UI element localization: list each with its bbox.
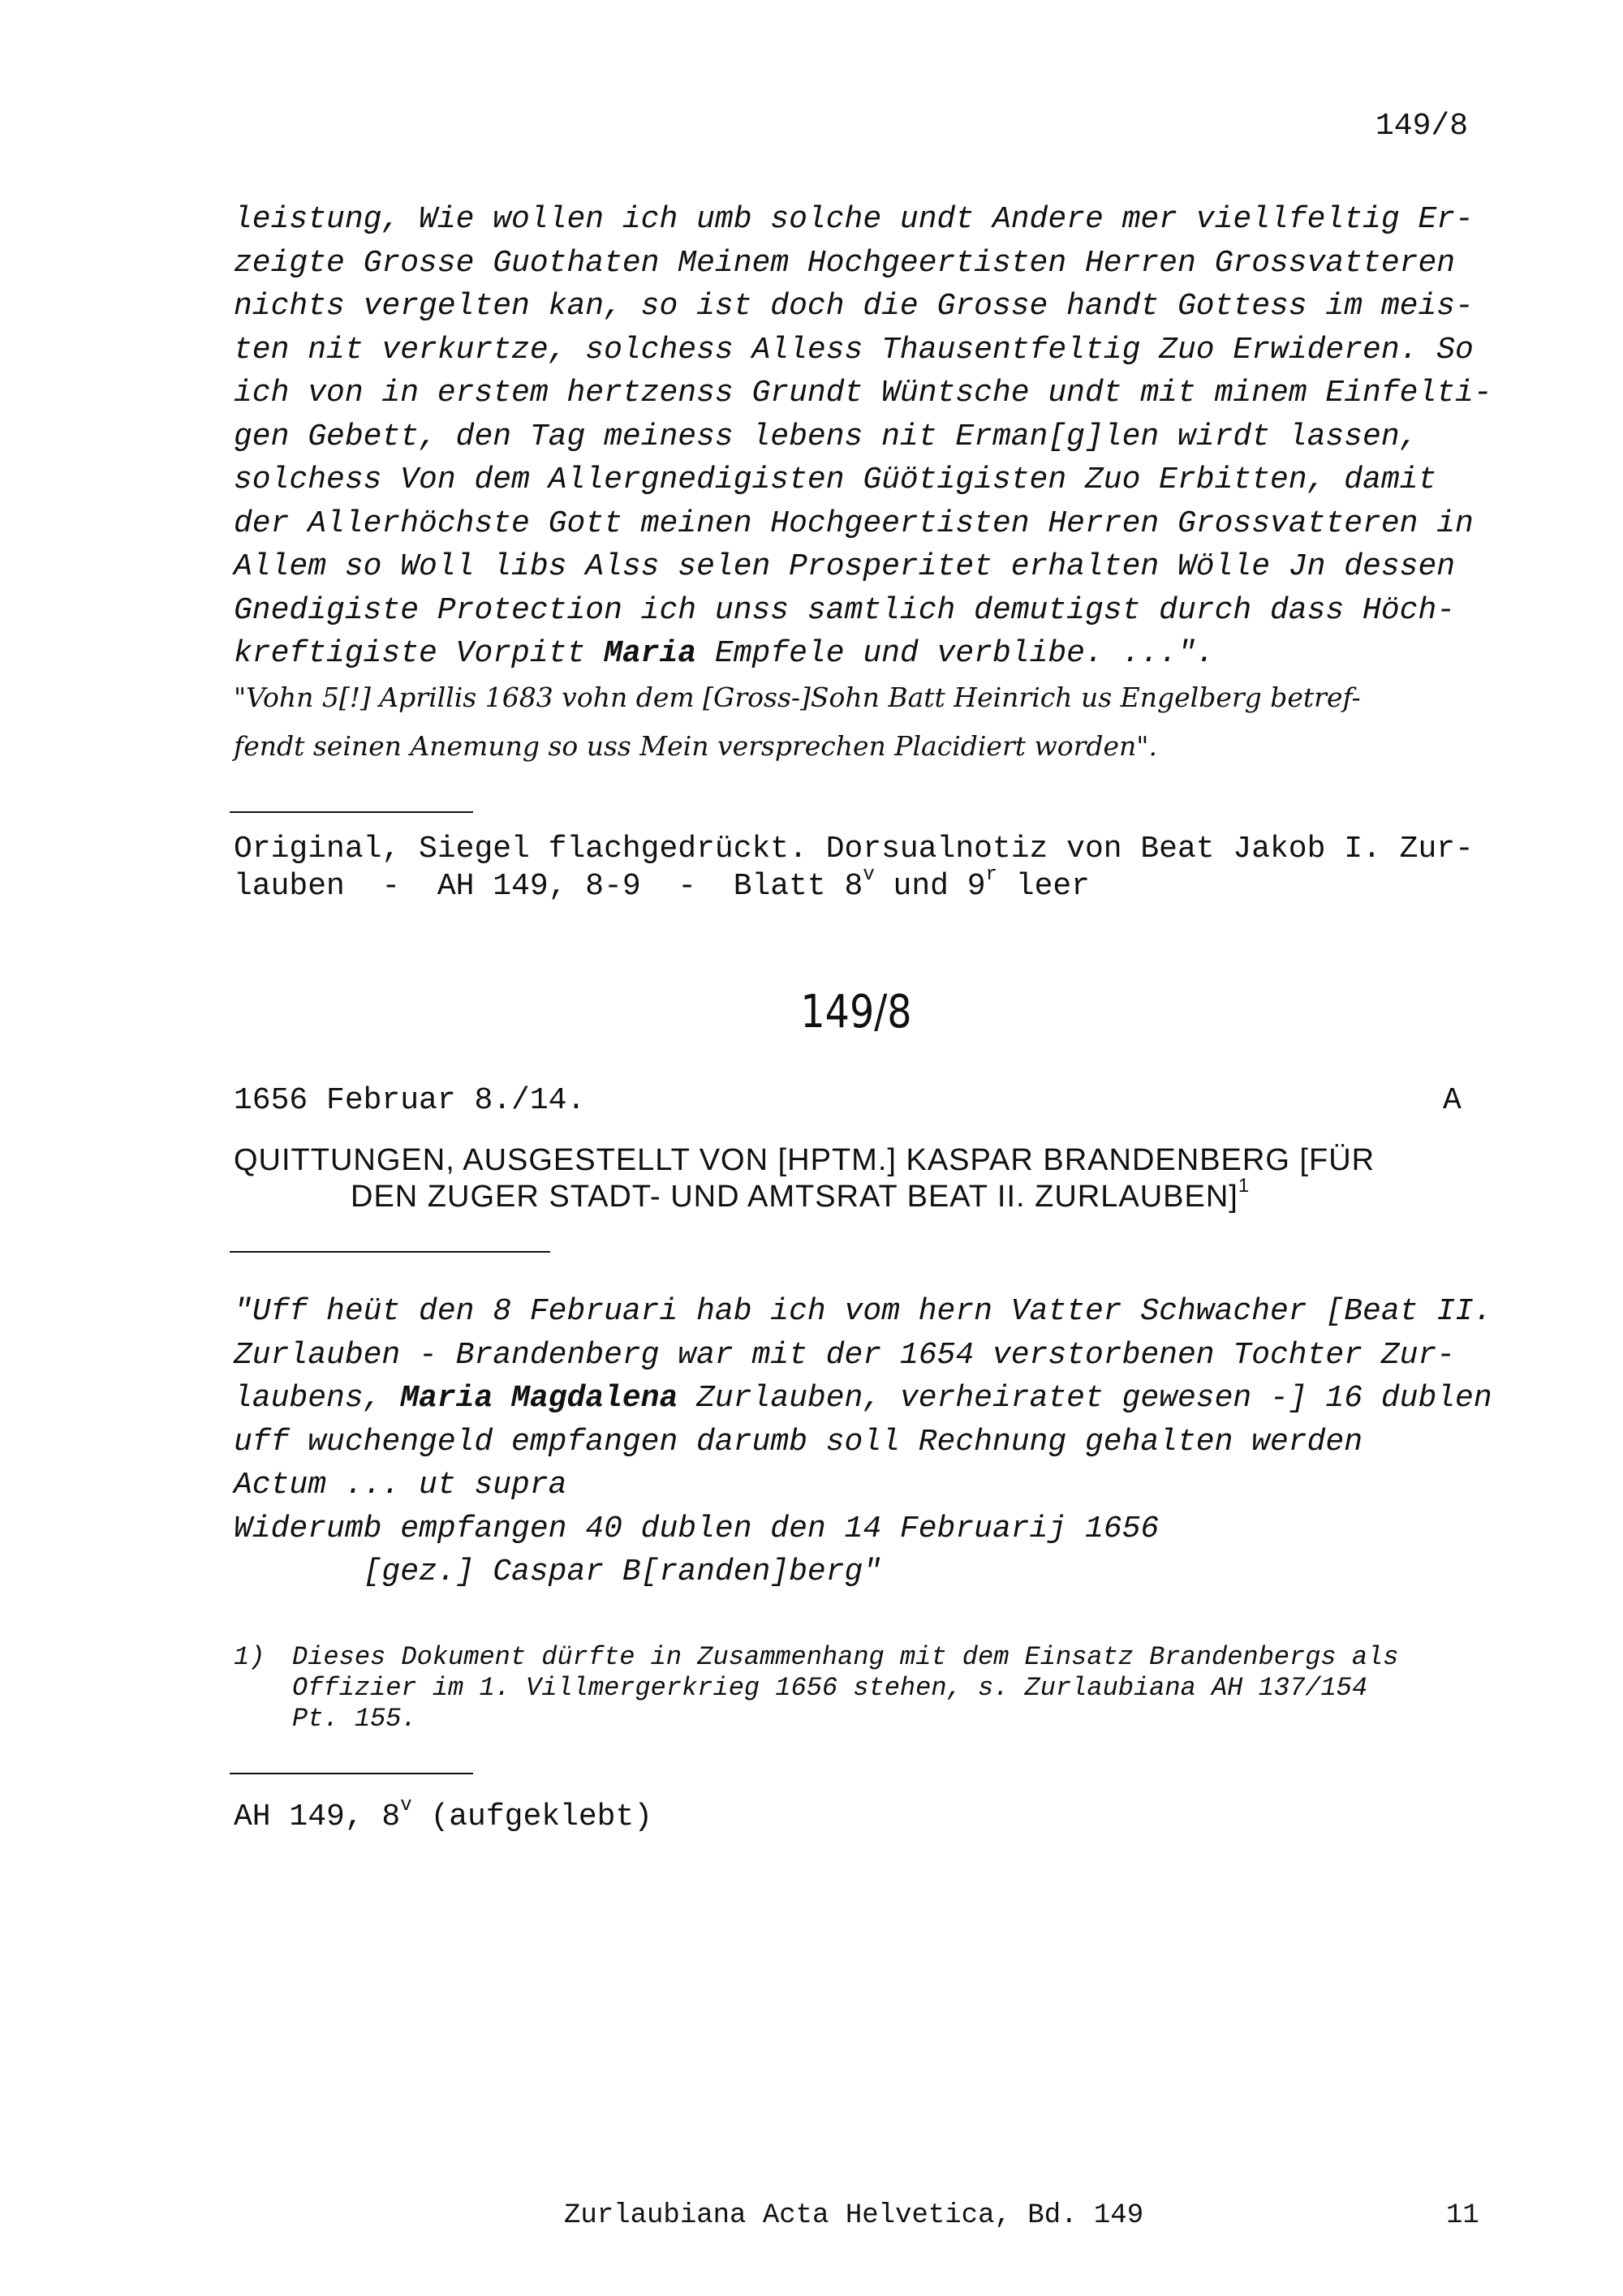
text-segment: [gez.] Caspar B[randen]berg" [234,1554,882,1589]
source-note-line [234,865,1090,909]
footnote-line: Dieses Dokument dürfte in Zusammenhang mit dem Einsatz Brandenbergs als [292,1642,1399,1672]
superscript: v [400,1795,412,1817]
text-segment: Actum ... ut supra [234,1468,567,1503]
transcription-line [234,458,1436,502]
transcription-line [234,242,1455,286]
separator-rule [230,1251,550,1253]
transcription-line [234,329,1474,372]
text-segment: Widerumb empfangen 40 dublen den 14 Februarij 1656 [234,1511,1160,1546]
quote-line [234,1464,566,1507]
source-text: AH 149, 8 [234,1799,401,1834]
footnote-marker: 1) [234,1642,265,1672]
quote-line [234,1334,1455,1378]
quote-line [234,1421,1363,1464]
document-source [234,1795,652,1839]
text-segment: Zurlauben, verheiratet gewesen -] 16 dublen [678,1381,1492,1416]
source-text: und 9 [874,869,986,904]
text-segment: uff wuchengeld empfangen darumb soll Rechnung gehalten werden [234,1424,1363,1460]
source-text: leer [997,869,1090,904]
text-segment: kreftigiste Vorpitt [234,636,605,671]
footnote-line: Offizier im 1. Villmergerkrieg 1656 stehen, s. Zurlaubiana AH 137/154 [292,1673,1368,1703]
title-text: DEN ZUGER STADT- UND AMTSRAT BEAT II. ZURLAUBEN] [351,1180,1238,1214]
page-reference: 149/8 [1375,109,1469,144]
transcription-line [234,285,1474,329]
document-number: 149/8 [800,986,912,1038]
text-segment: Gnedigiste Protection ich unss samtlich demutigst durch dass Höch- [234,592,1456,628]
transcription-line [234,545,1455,589]
text-segment: gen Gebett, den Tag meiness lebens nit Erman[g]len wirdt lassen, [234,419,1419,454]
footer-page-number: 11 [1446,2200,1479,2231]
transcription-line [234,632,1215,676]
text-segment: laubens, [234,1381,401,1416]
footnote-ref: 1 [1238,1175,1251,1197]
footer-publication: Zurlaubiana Acta Helvetica, Bd. 149 [564,2200,1144,2231]
transcription-line [234,198,1474,242]
source-text: lauben - AH 149, 8-9 - Blatt 8 [234,869,863,904]
text-segment: der Allerhöchste Gott meinen Hochgeertisten Herren Grossvatteren in [234,505,1474,541]
text-segment: zeigte Grosse Guothaten Meinem Hochgeertisten Herren Grossvatteren [234,245,1456,281]
separator-rule [230,811,473,813]
text-segment: ten nit verkurtze, solchess Alless Thausentfeltig Zuo Erwideren. So [234,332,1474,368]
title-line: QUITTUNGEN, AUSGESTELLT VON [HPTM.] KASPAR BRANDENBERG [FÜR [234,1143,1375,1177]
text-segment: solchess Von dem Allergnedigisten Güötigisten Zuo Erbitten, damit [234,462,1437,497]
emphasized-name: Maria [604,636,697,671]
text-segment: nichts vergelten kan, so ist doch die Grosse handt Gottess im meis- [234,289,1474,324]
title-line [351,1175,1250,1219]
transcription-line [234,502,1474,546]
footnote-line: Pt. 155. [292,1704,417,1734]
transcription-line [234,372,1492,415]
source-note-line: Original, Siegel flachgedrückt. Dorsualnotiz von Beat Jakob I. Zur- [234,832,1474,866]
transcription-line [234,589,1455,633]
text-segment: "Uff heüt den 8 Februari hab ich vom hern Vatter Schwacher [Beat II. [234,1294,1492,1329]
dorsal-note-line: "Vohn 5[!] Aprillis 1683 vohn dem [Gross-]Sohn Batt Heinrich us Engelberg betref- [234,681,1361,713]
superscript: v [863,864,875,887]
quote-line [234,1550,881,1594]
text-segment: Zurlauben - Brandenberg war mit der 1654 verstorbenen Tochter Zur- [234,1337,1456,1373]
emphasized-name: Maria Magdalena [400,1381,678,1416]
text-segment: Allem so Woll libs Alss selen Prosperitet erhalten Wölle Jn dessen [234,549,1456,584]
transcription-line [234,415,1418,459]
dorsal-note-line: fendt seinen Anemung so uss Mein versprechen Placidiert worden". [234,730,1157,762]
text-segment: leistung, Wie wollen ich umb solche undt Andere mer viellfeltig Er- [234,202,1474,237]
separator-rule [230,1773,473,1774]
text-segment: Empfele und verblibe. ...". [696,636,1215,671]
superscript: r [985,864,997,887]
quote-line [234,1507,1159,1551]
document-date: 1656 Februar 8./14. [234,1083,586,1118]
text-segment: ich von in erstem hertzenss Grundt Wüntsche undt mit minem Einfelti- [234,376,1492,411]
quote-line [234,1377,1492,1421]
document-letter: A [1443,1083,1462,1118]
source-text: (aufgeklebt) [411,1799,653,1834]
quote-line [234,1290,1492,1334]
